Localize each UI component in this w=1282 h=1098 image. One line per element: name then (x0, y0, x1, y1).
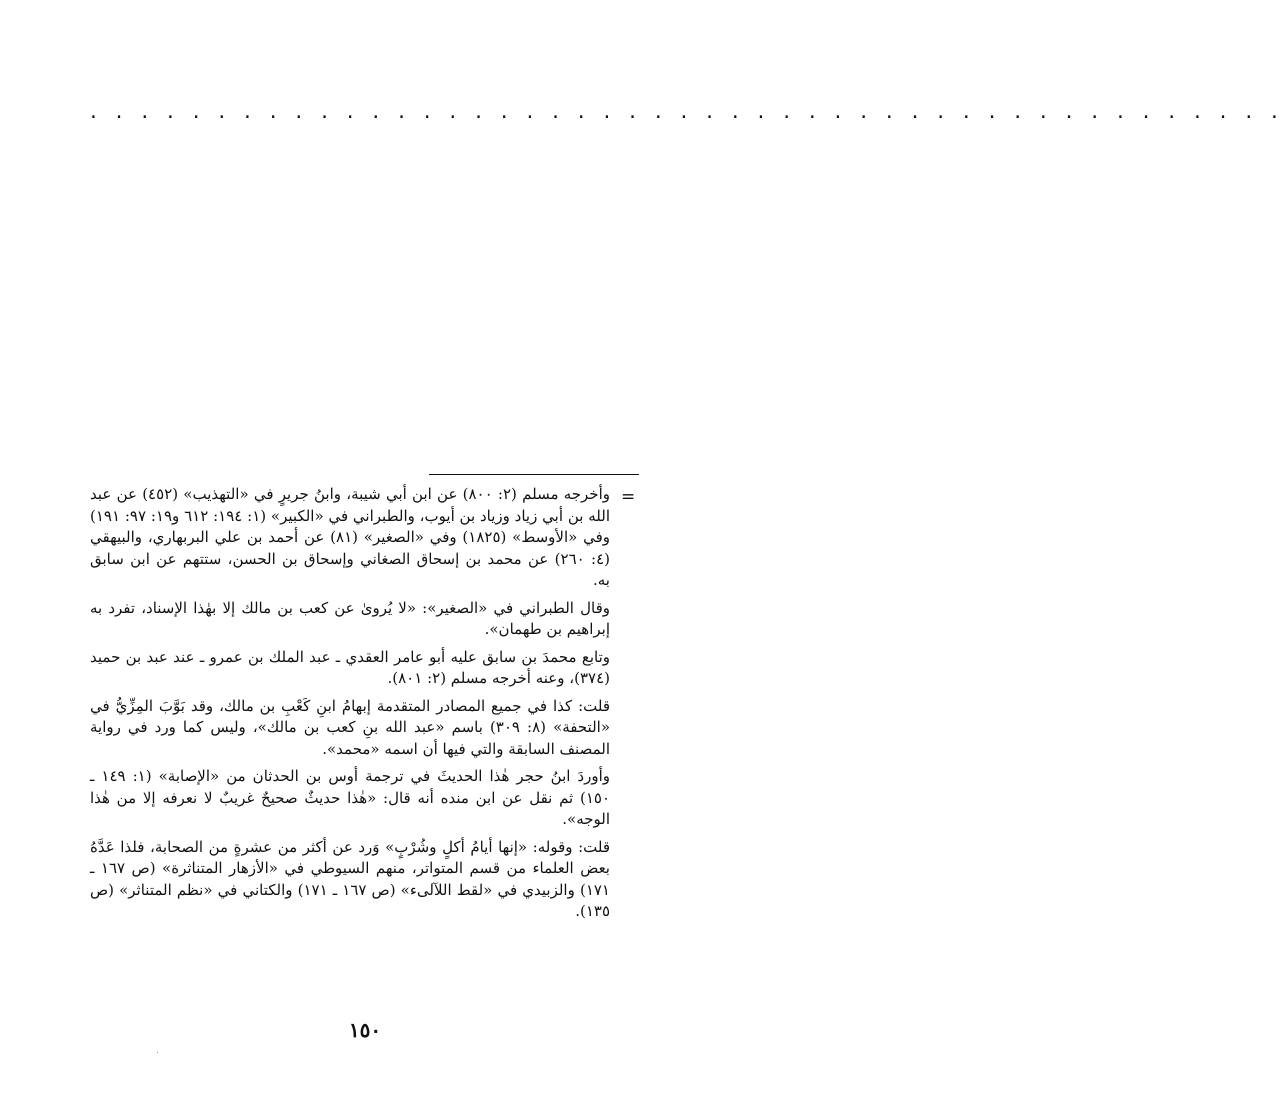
scan-speck (157, 1052, 158, 1053)
page-number: ١٥٠ (348, 1018, 382, 1042)
footnote-paragraph: قلت: كذا في جميع المصادر المتقدمة إبهامُ ابنِ كَعْبِ بن مالك، وقد بَوَّبَ المِزِّيُّ في «التحفة» (٨: ٣٠٩) باسم «عبد الله بنِ كعب بن مالك»، وليس كما ورد في رواية المصنف السابقة والتي فيها أن اسمه «محمد». (90, 696, 610, 758)
footnote-rule (429, 474, 639, 475)
dotted-separator: . . . . . . . . . . . . . . . . . . . . . . . . . . . . . . . . . . . . . . . . . . . . . . . (88, 102, 1282, 123)
footnote-paragraph: قلت: وقوله: «إنها أيامُ أكلٍ وشُرْبٍ» وَرد عن أكثر من عشرةٍ من الصحابة، فلذا عَدَّهُ بعض العلماء من قسم المتواتر، منهم السيوطي في «الأزهار المتناثرة» (ص ١٦٧ ـ ١٧١) والزبيدي في «لقط اللآلىء» (ص ١٦٧ ـ ١٧١) والكتاني في «نظم المتناثر» (ص ١٣٥). (90, 837, 610, 920)
footnote-paragraph: وأوردَ ابنُ حجر هٰذا الحديثَ في ترجمة أوس بن الحدثان من «الإصابة» (١: ١٤٩ ـ ١٥٠) ثم نقل عن ابن منده أنه قال: «هٰذا حديثٌ صحيحٌ غريبٌ لا نعرفه إلا من هٰذا الوجه». (90, 767, 611, 828)
footnote-paragraph: وتابع محمدَ بن سابق عليه أبو عامر العقدي ـ عبد الملك بن عمرو ـ عند عبد بن حميد (٣٧٤)، وعنه أخرجه مسلم (٢: ٨٠١). (90, 647, 610, 687)
footnote-block (90, 484, 610, 929)
footnote-paragraph: وأخرجه مسلم (٢: ٨٠٠) عن ابن أبي شيبة، وابنُ جريرٍ في «التهذيب» (٤٥٢) عن عبد الله بن أبي زياد وزياد بن أيوب، والطبراني في «الكبير» (١: ١٩٤: ٦١٢ و١٩: ٩٧: ١٩١) وفي «الأوسط» (١٨٢٥) وفي «الصغير» (٨١) عن أحمد بن علي البربهاري، والبيهقي (٤: ٢٦٠) عن محمد بن إسحاق الصغاني وإسحاق بن الحسن، ستتهم عن ابن سابق به. (90, 485, 611, 589)
footnote-paragraph: وقال الطبراني في «الصغير»: «لا يُروىٰ عن كعب بن مالك إلا بهٰذا الإسناد، تفرد به إبراهيم بن طهمان». (90, 598, 610, 638)
footnote-continuation-mark: = (621, 487, 636, 507)
